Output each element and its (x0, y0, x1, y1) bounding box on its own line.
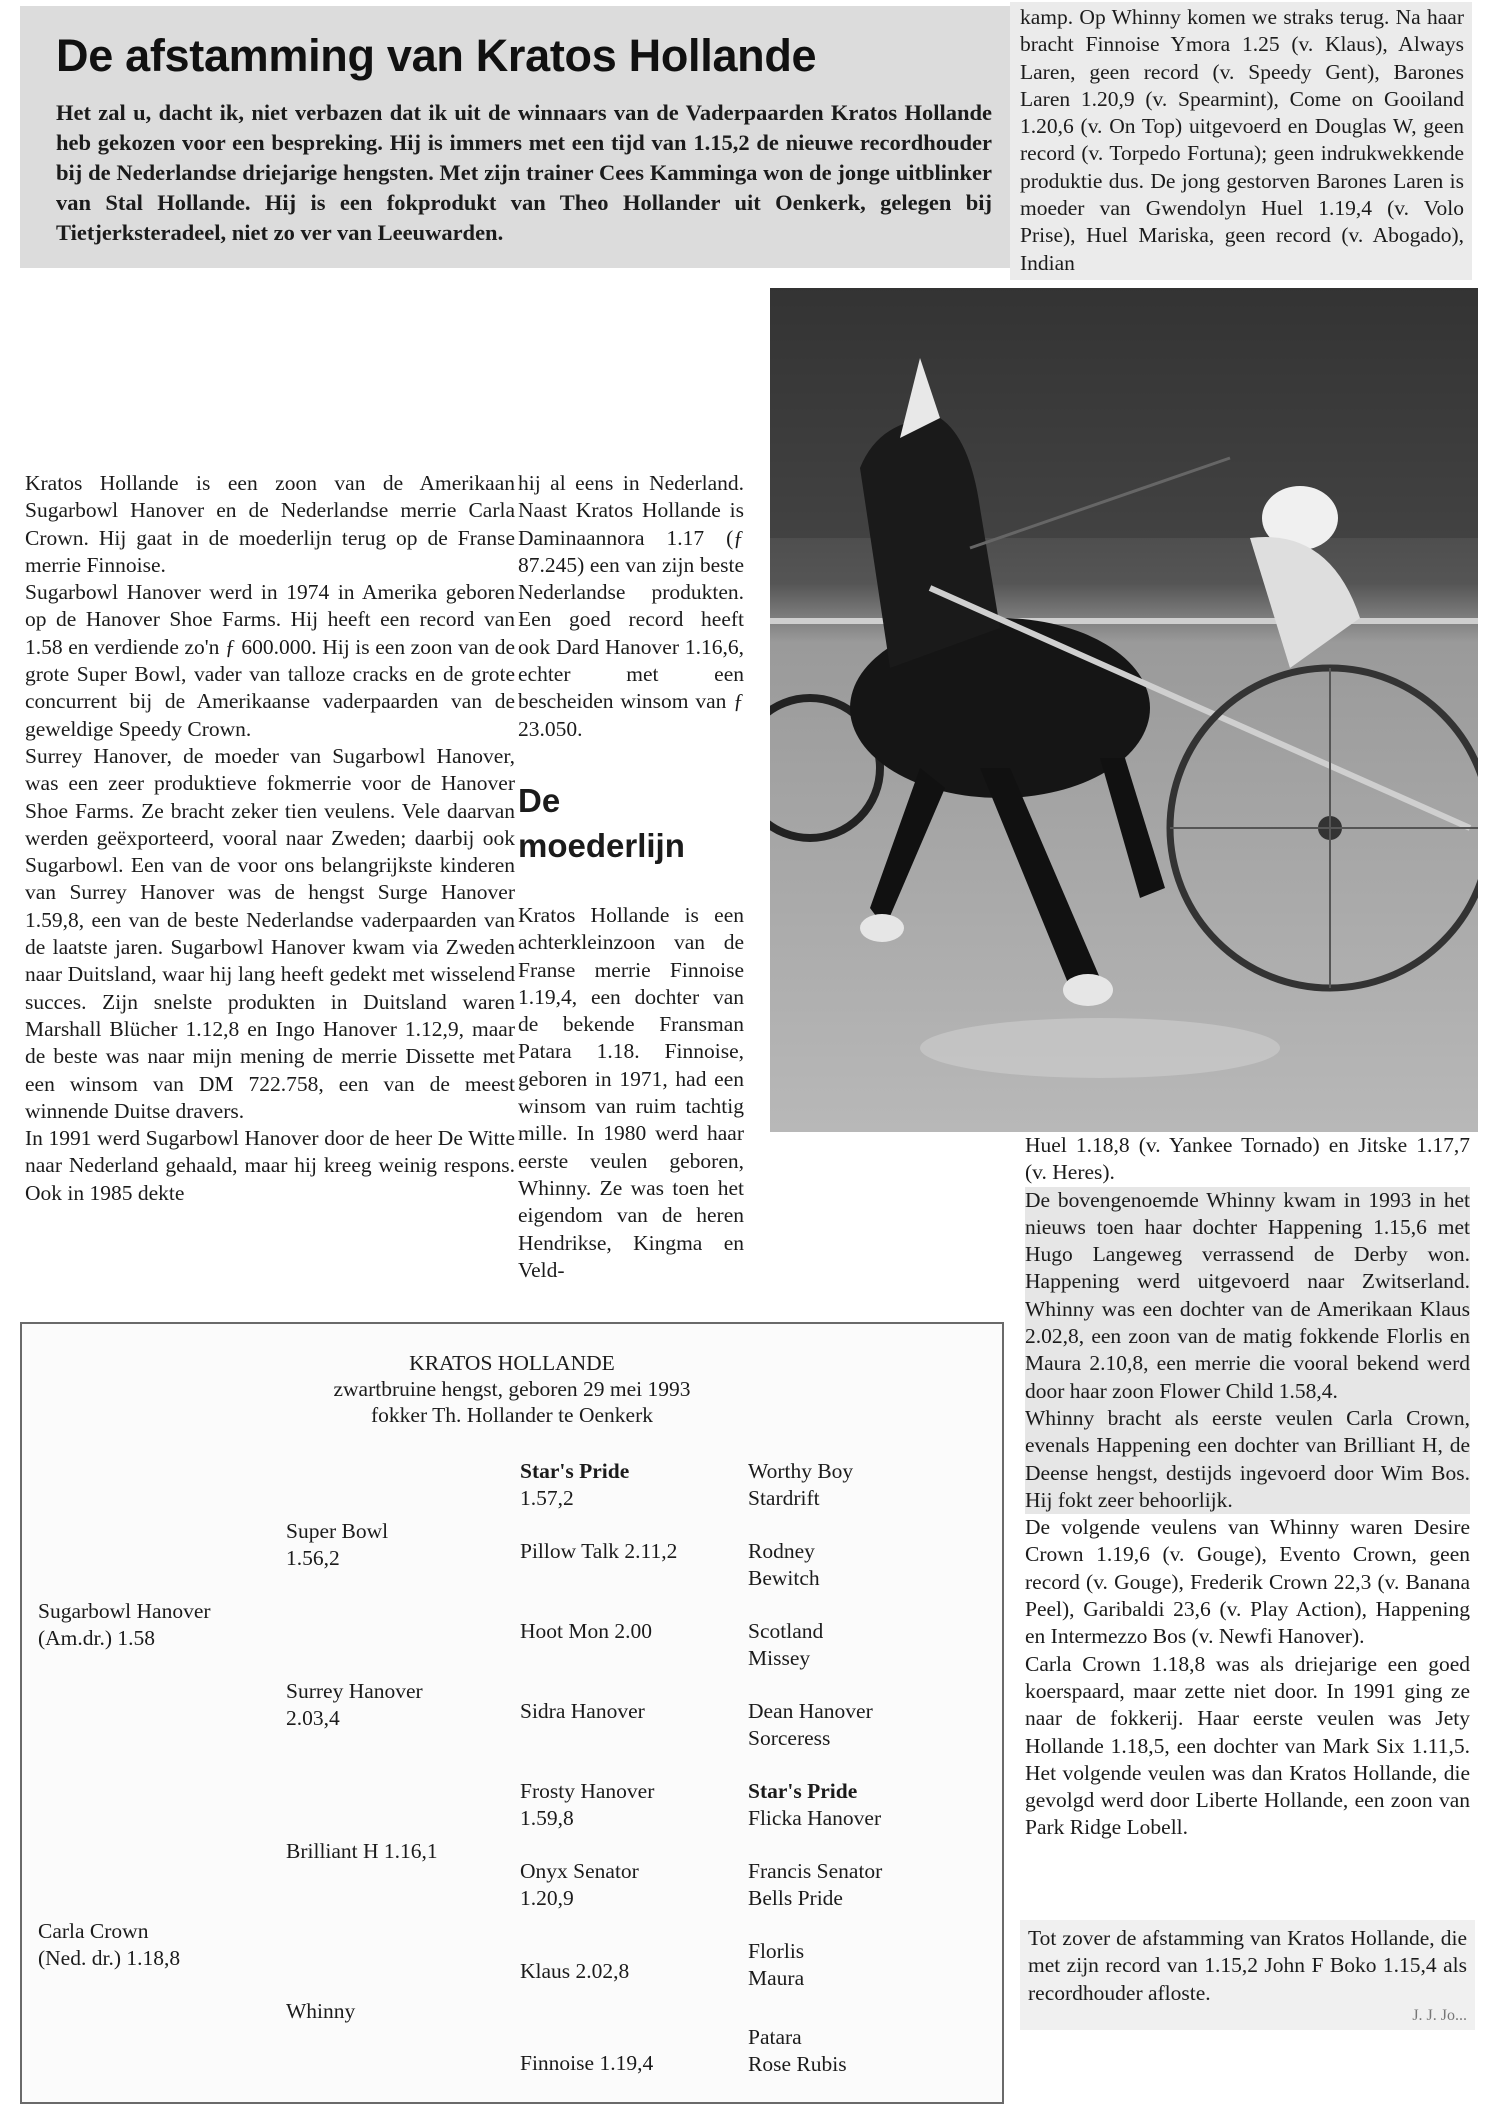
pedigree-gen3-4 (520, 1698, 645, 1725)
column-3 (1025, 1132, 1470, 1842)
pedigree-gen4-8 (748, 2024, 847, 2078)
pedigree-gen3-6 (520, 1858, 639, 1912)
horse-name: Sorceress (748, 1726, 831, 1750)
pedigree-gen2-s1 (286, 1518, 388, 1572)
pedigree-subtitle: zwartbruine hengst, geboren 29 mei 1993 (333, 1377, 691, 1401)
horse-name: Francis Senator (748, 1859, 883, 1883)
horse-name: Sidra Hanover (520, 1699, 645, 1723)
closing-box (1020, 1920, 1475, 2030)
pedigree-title: KRATOS HOLLANDE (409, 1351, 615, 1375)
horse-name: Pillow Talk 2.11,2 (520, 1539, 678, 1563)
pedigree-gen3-1 (520, 1458, 629, 1512)
pedigree-gen2-d2 (286, 1998, 355, 2025)
pedigree-gen3-8 (520, 2050, 653, 2077)
horse-name: Flicka Hanover (748, 1806, 882, 1830)
pedigree-gen4-2 (748, 1538, 820, 1592)
top-right-paragraph: kamp. Op Whinny komen we straks terug. Na haar bracht Finnoise Ymora 1.25 (v. Klaus), Always Laren, geen record (v. Speedy Gent), Barones Laren 1.20,9 (v. Spearmint), Come on Gooiland 1.20,6 (v. On Top) uitgevoerd en Douglas W, geen record (v. Torpedo Fortuna); geen indrukwekkende produktie dus. De jong gestorven Barones Laren is moeder van Gwendolyn Huel 1.19,4 (v. Volo Prise), Huel Mariska, geen record (v. Abogado), Indian (1020, 5, 1464, 275)
pedigree-gen4-5 (748, 1778, 881, 1832)
horse-name: Bewitch (748, 1566, 820, 1590)
horse-record: 2.03,4 (286, 1706, 340, 1730)
intro-box (20, 6, 1010, 268)
horse-name: Patara (748, 2025, 802, 2049)
heading-line: De (518, 782, 561, 819)
closing-paragraph: Tot zover de afstamming van Kratos Hollande, die met zijn record van 1.15,2 John F Boko 1.15,4 als recordhouder afloste. (1028, 1926, 1467, 2005)
column-2 (518, 470, 744, 743)
horse-name: Rodney (748, 1539, 815, 1563)
pedigree-gen3-5 (520, 1778, 654, 1832)
pedigree-box (20, 1322, 1004, 2104)
heading-line: moederlijn (518, 827, 685, 864)
horse-name: Star's Pride (748, 1779, 858, 1803)
horse-name: Finnoise 1.19,4 (520, 2051, 654, 2075)
horse-record: 1.20,9 (520, 1886, 574, 1910)
signature: J. J. Jo... (1412, 2006, 1467, 2024)
horse-name: Maura (748, 1966, 805, 1990)
horse-name: Frosty Hanover (520, 1779, 655, 1803)
paragraph: Kratos Hollande is een achterkleinzoon van de Franse merrie Finnoise 1.19,4, een dochter van de bekende Fransman Patara 1.18. Finnoise, geboren in 1971, had een winsom van ruim tachtig mille. In 1980 werd haar eerste veulen geboren, Whinny. Ze was toen het eigendom van de heren Hendrikse, Kingma en Veld- (518, 903, 744, 1282)
horse-name: Scotland (748, 1619, 824, 1643)
horse-name: Super Bowl (286, 1519, 389, 1543)
pedigree-sire (38, 1598, 211, 1652)
horse-record: 1.56,2 (286, 1546, 340, 1570)
pedigree-gen2-s2 (286, 1678, 423, 1732)
paragraph: Carla Crown 1.18,8 was als driejarige een goed koerspaard, maar zette niet door. In 1991 ging ze naar de fokkerij. Haar eerste veulen was Jety Hollande 1.18,5, een dochter van Mark Six 1.11,5. Het volgende veulen was dan Kratos Hollande, die gevolgd werd door Liberte Hollande, een zoon van Park Ridge Lobell. (1025, 1651, 1470, 1840)
paragraph: Surrey Hanover, de moeder van Sugarbowl Hanover, was een zeer produktieve fokmerrie voor de Hanover Shoe Farms. Ze bracht zeker tien veulens. Vele daarvan werden geëxporteerd, vooral naar Zweden; daarbij ook Sugarbowl. Een van de voor ons belangrijkste kinderen van Surrey Hanover was de hengst Surge Hanover 1.59,8, een van de beste Nederlandse vaderpaarden van de laatste jaren. Sugarbowl Hanover kwam via Zweden naar Duitsland, waar hij lang heeft gedekt met wisselend succes. Zijn snelste produkten in Duitsland waren Marshall Blücher 1.12,8 en Ingo Hanover 1.12,9, maar de beste was naar mijn mening de merrie Dissette met een winsom van DM 722.758, een van de meest winnende Duitse dravers. (25, 743, 515, 1123)
horse-record: (Ned. dr.) 1.18,8 (38, 1946, 181, 1970)
intro-paragraph: Het zal u, dacht ik, niet verbazen dat ik uit de winnaars van de Vaderpaarden Kratos Hollande heb gekozen voor een bespreking. Hij is immers met een tijd van 1.15,2 de nieuwe recordhouder bij de Nederlandse driejarige hengsten. Met zijn trainer Cees Kamminga won de jonge uitblinker van Stal Hollande. Hij is een fokprodukt van Theo Hollander uit Oenkerk, gelegen bij Tietjerksteradeel, niet zo ver van Leeuwarden. (56, 100, 992, 245)
article-title: De afstamming van Kratos Hollande (56, 30, 817, 81)
horse-record: (Am.dr.) 1.58 (38, 1626, 156, 1650)
column-1 (25, 470, 515, 1207)
paragraph: Whinny bracht als eerste veulen Carla Crown, evenals Happening een dochter van Brilliant H, de Deense hengst, destijds ingevoerd door Wim Bos. Hij fokt zeer behoorlijk. (1025, 1405, 1470, 1514)
paragraph: Sugarbowl Hanover werd in 1974 in Amerika geboren op de Hanover Shoe Farms. Hij heeft een record van 1.58 en verdiende zo'n ƒ 600.000. Hij is een zoon van de grote Super Bowl, vader van talloze cracks en de grote concurrent bij de Amerikaanse vaderpaarden van de geweldige Speedy Crown. (25, 580, 515, 741)
pedigree-gen3-7 (520, 1958, 629, 1985)
pedigree-gen3-2 (520, 1538, 677, 1565)
horse-record: 1.59,8 (520, 1806, 574, 1830)
horse-name: Brilliant H 1.16,1 (286, 1839, 438, 1863)
horse-name: Missey (748, 1646, 811, 1670)
pedigree-dam (38, 1918, 180, 1972)
pedigree-gen4-6 (748, 1858, 882, 1912)
paragraph: In 1991 werd Sugarbowl Hanover door de heer De Witte naar Nederland gehaald, maar hij kreeg weinig respons. Ook in 1985 dekte (25, 1126, 515, 1205)
horse-name: Hoot Mon 2.00 (520, 1619, 652, 1643)
pedigree-gen4-3 (748, 1618, 823, 1672)
pedigree-breeder: fokker Th. Hollander te Oenkerk (371, 1403, 653, 1427)
horse-name: Whinny (286, 1999, 356, 2023)
paragraph: hij al eens in Nederland. Naast Kratos Hollande is Daminaannora 1.17 (ƒ 87.245) een van zijn beste Nederlandse produkten. Een goed record heeft ook Dard Hanover 1.16,6, echter met een bescheiden winsom van ƒ 23.050. (518, 471, 744, 741)
paragraph: Kratos Hollande is een zoon van de Amerikaan Sugarbowl Hanover en de Nederlandse merrie Carla Crown. Hij gaat in de moederlijn terug op de Franse merrie Finnoise. (25, 471, 515, 577)
paragraph: De bovengenoemde Whinny kwam in 1993 in het nieuws toen haar dochter Happening 1.15,6 met Hugo Langeweg verrassend de Derby won. Happening werd uitgevoerd naar Zwitserland. Whinny was een dochter van de Amerikaan Klaus 2.02,8, een zoon van de matig fokkende Florlis en Maura 2.10,8, een merrie die vooral bekend werd door haar zoon Flower Child 1.58,4. (1025, 1187, 1470, 1405)
horse-name: Dean Hanover (748, 1699, 873, 1723)
horse-name: Bells Pride (748, 1886, 843, 1910)
harness-racing-photo (770, 288, 1478, 1132)
horse-name: Klaus 2.02,8 (520, 1959, 630, 1983)
horse-name: Rose Rubis (748, 2052, 847, 2076)
horse-name: Stardrift (748, 1486, 820, 1510)
horse-name: Florlis (748, 1939, 805, 1963)
pedigree-gen3-3 (520, 1618, 652, 1645)
pedigree-gen2-d1 (286, 1838, 438, 1865)
top-right-text (1010, 2, 1472, 280)
pedigree-gen4-4 (748, 1698, 873, 1752)
horse-name: Carla Crown (38, 1919, 149, 1943)
horse-name: Sugarbowl Hanover (38, 1599, 211, 1623)
horse-record: 1.57,2 (520, 1486, 574, 1510)
column-2-moederlijn (518, 902, 744, 1284)
pedigree-gen4-1 (748, 1458, 853, 1512)
section-heading-moederlijn (518, 778, 685, 868)
paragraph: De volgende veulens van Whinny waren Desire Crown 1.19,6 (v. Gouge), Evento Crown, geen record (v. Gouge), Frederik Crown 22,3 (v. Banana Peel), Garibaldi 23,6 (v. Play Action), Happening en Intermezzo Bos (v. Newfi Hanover). (1025, 1515, 1470, 1649)
horse-name: Surrey Hanover (286, 1679, 423, 1703)
pedigree-gen4-7 (748, 1938, 804, 1992)
horse-name: Worthy Boy (748, 1459, 854, 1483)
horse-name: Onyx Senator (520, 1859, 639, 1883)
horse-name: Star's Pride (520, 1459, 630, 1483)
paragraph: Huel 1.18,8 (v. Yankee Tornado) en Jitske 1.17,7 (v. Heres). (1025, 1133, 1470, 1185)
